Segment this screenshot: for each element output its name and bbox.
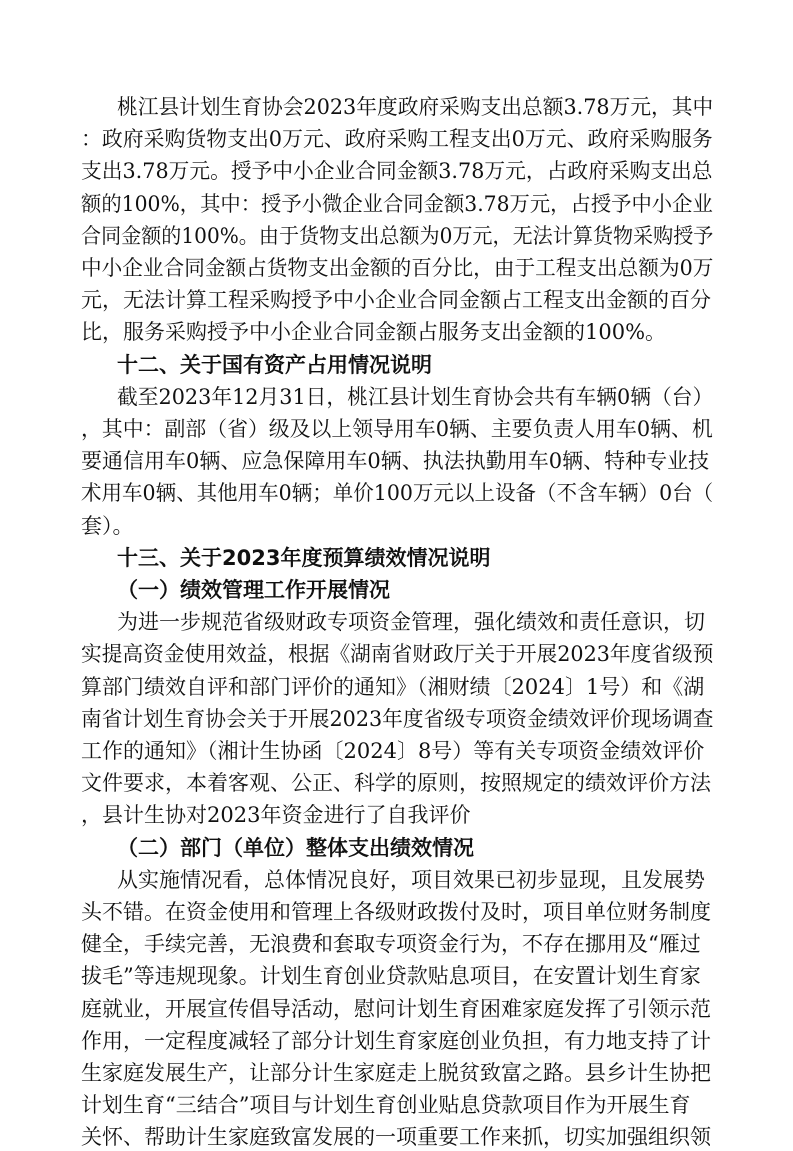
subsection-heading-1: （一）绩效管理工作开展情况 [117, 578, 390, 602]
paragraph-procurement-line: 合同金额的100%。由于货物支出总额为0万元，无法计算货物采购授予 [81, 224, 714, 248]
paragraph-performance-line: 南省计划生育协会关于开展2023年度省级专项资金绩效评价现场调查 [81, 707, 714, 731]
section-heading-12: 十二、关于国有资产占用情况说明 [117, 353, 432, 377]
paragraph-assets-line: 术用车0辆、其他用车0辆；单价100万元以上设备（不含车辆）0台（ [81, 481, 714, 505]
paragraph-expenditure-line: 作用，一定程度减轻了部分计划生育家庭创业负担，有力地支持了计 [81, 1029, 711, 1053]
paragraph-procurement-line: 元，无法计算工程采购授予中小企业合同金额占工程支出金额的百分 [81, 288, 711, 312]
section-heading-13: 十三、关于2023年度预算绩效情况说明 [117, 546, 491, 570]
paragraph-expenditure-line: 生家庭发展生产，让部分计生家庭走上脱贫致富之路。县乡计生协把 [81, 1061, 711, 1085]
paragraph-assets-line: 套）。 [81, 514, 134, 538]
paragraph-procurement-line: 中小企业合同金额占货物支出金额的百分比，由于工程支出总额为0万 [81, 256, 714, 280]
paragraph-assets-line: 截至2023年12月31日，桃江县计划生育协会共有车辆0辆（台） [117, 385, 714, 409]
paragraph-expenditure-line: 庭就业，开展宣传倡导活动，慰问计划生育困难家庭发挥了引领示范 [81, 997, 711, 1021]
paragraph-performance-line: 实提高资金使用效益，根据《湖南省财政厅关于开展2023年度省级预 [81, 642, 714, 666]
paragraph-procurement-line: 支出3.78万元。授予中小企业合同金额3.78万元，占政府采购支出总 [81, 159, 713, 183]
paragraph-assets-line: 要通信用车0辆、应急保障用车0辆、执法执勤用车0辆、特种专业技 [81, 449, 710, 473]
paragraph-performance-line: 工作的通知》（湘计生协函〔2024〕8号）等有关专项资金绩效评价 [81, 739, 705, 763]
paragraph-expenditure-line: 健全，手续完善，无浪费和套取专项资金行为，不存在挪用及“雁过 [81, 932, 701, 956]
paragraph-performance-line: 算部门绩效自评和部门评价的通知》（湘财绩〔2024〕1号）和《湖 [81, 675, 705, 699]
paragraph-expenditure-line: 计划生育“三结合”项目与计划生育创业贴息贷款项目作为开展生育 [81, 1093, 691, 1117]
paragraph-procurement-line: 额的100%，其中：授予小微企业合同金额3.78万元，占授予中小企业 [81, 192, 713, 216]
paragraph-expenditure-line: 头不错。在资金使用和管理上各级财政拨付及时，项目单位财务制度 [81, 900, 711, 924]
paragraph-expenditure-line: 从实施情况看，总体情况良好，项目效果已初步显现，且发展势 [117, 868, 705, 892]
paragraph-performance-line: 文件要求，本着客观、公正、科学的原则，按照规定的绩效评价方法 [81, 771, 711, 795]
paragraph-procurement-line: ：政府采购货物支出0万元、政府采购工程支出0万元、政府采购服务 [81, 127, 713, 151]
paragraph-procurement-line: 比，服务采购授予中小企业合同金额占服务支出金额的100%。 [81, 320, 667, 344]
paragraph-expenditure-line: 关怀、帮助计生家庭致富发展的一项重要工作来抓，切实加强组织领 [81, 1125, 711, 1149]
paragraph-expenditure-line: 拔毛”等违规现象。计划生育创业贷款贴息项目，在安置计划生育家 [81, 964, 701, 988]
paragraph-performance-line: ，县计生协对2023年资金进行了自我评价 [81, 803, 471, 827]
paragraph-performance-line: 为进一步规范省级财政专项资金管理，强化绩效和责任意识，切 [117, 610, 705, 634]
subsection-heading-2: （二）部门（单位）整体支出绩效情况 [117, 836, 474, 860]
paragraph-assets-line: ，其中：副部（省）级及以上领导用车0辆、主要负责人用车0辆、机 [81, 417, 713, 441]
paragraph-procurement-line: 桃江县计划生育协会2023年度政府采购支出总额3.78万元，其中 [117, 95, 714, 119]
